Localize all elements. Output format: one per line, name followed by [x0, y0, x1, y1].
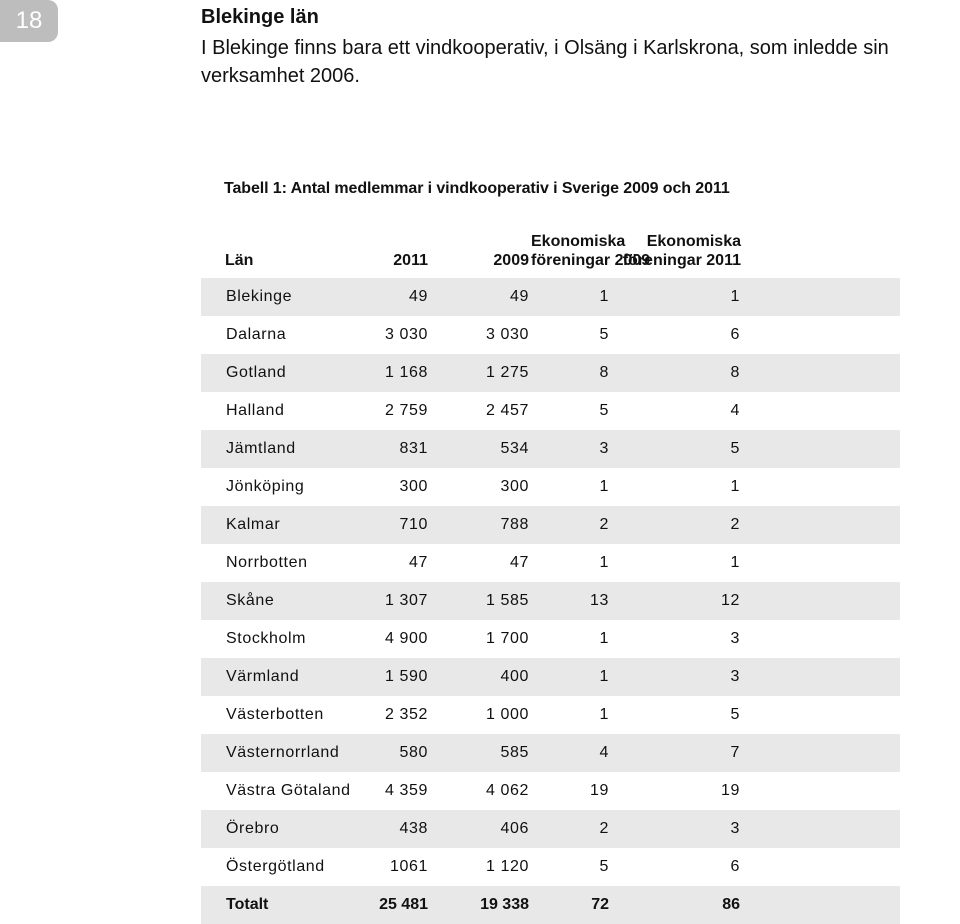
cell-2009: 49 — [431, 278, 531, 316]
cell-spacer — [741, 468, 900, 506]
cell-2009: 1 700 — [485, 630, 529, 647]
cell-2011: 580 — [356, 734, 431, 772]
table-row — [201, 278, 900, 316]
cell-ek-2011: 6 — [730, 326, 740, 343]
column-header-2009: 2009 — [493, 252, 529, 269]
table-caption: Tabell 1: Antal medlemmar i vindkooperativ i Sverige 2009 och 2011 — [224, 180, 730, 197]
cell-2011: 1 168 — [356, 354, 431, 392]
cell-2011: 3 030 — [384, 326, 428, 343]
table-row — [201, 582, 900, 620]
cell-ek-2009: 8 — [531, 354, 616, 392]
cell-lan: Västra Götaland — [226, 782, 351, 799]
cell-lan: Västernorrland — [201, 734, 356, 772]
table-row — [201, 620, 900, 658]
cell-ek-2011: 4 — [730, 402, 740, 419]
cell-2009: 585 — [431, 734, 531, 772]
cell-ek-2009: 72 — [531, 886, 616, 924]
table-row — [201, 734, 900, 772]
column-header-lan: Län — [225, 252, 254, 269]
table-row — [201, 696, 900, 734]
cell-ek-2011: 8 — [616, 354, 741, 392]
cell-2011: 47 — [409, 554, 428, 571]
members-table — [201, 214, 900, 924]
cell-lan: Värmland — [201, 658, 356, 696]
cell-spacer — [741, 696, 900, 734]
cell-2009: 788 — [431, 506, 531, 544]
cell-ek-2011: 5 — [616, 430, 741, 468]
cell-lan: Östergötland — [226, 858, 325, 875]
cell-lan: Dalarna — [226, 326, 287, 343]
cell-spacer — [741, 316, 900, 354]
cell-ek-2011: 19 — [721, 782, 740, 799]
cell-ek-2009: 3 — [531, 430, 616, 468]
column-header-ek-2009-line1: Ekonomiska — [531, 233, 626, 250]
cell-2009: 1 000 — [485, 706, 529, 723]
column-header-2011: 2011 — [393, 252, 428, 269]
cell-spacer — [741, 620, 900, 658]
cell-2009: 400 — [431, 658, 531, 696]
cell-ek-2011: 3 — [616, 810, 741, 848]
cell-2009: 2 457 — [485, 402, 529, 419]
cell-lan: Gotland — [201, 354, 356, 392]
cell-ek-2009: 5 — [599, 402, 609, 419]
column-header-ek-foreningar-2009 — [531, 214, 651, 278]
cell-2011: 2 352 — [384, 706, 428, 723]
cell-2009: 19 338 — [431, 886, 531, 924]
cell-spacer — [741, 582, 900, 620]
cell-lan: Västerbotten — [226, 706, 324, 723]
cell-ek-2009: 1 — [531, 278, 616, 316]
cell-ek-2009: 5 — [599, 858, 609, 875]
cell-lan: Jönköping — [226, 478, 305, 495]
cell-spacer — [741, 392, 900, 430]
cell-2011: 1 307 — [356, 582, 431, 620]
cell-ek-2009: 19 — [590, 782, 609, 799]
cell-2009: 534 — [431, 430, 531, 468]
cell-2011: 49 — [356, 278, 431, 316]
cell-ek-2011: 7 — [616, 734, 741, 772]
cell-lan: Blekinge — [201, 278, 356, 316]
column-header-ek-2011-line1: Ekonomiska — [646, 233, 741, 250]
cell-spacer — [741, 506, 900, 544]
cell-2009: 300 — [500, 478, 529, 495]
cell-spacer — [741, 278, 900, 316]
cell-lan: Norrbotten — [226, 554, 308, 571]
cell-spacer — [741, 848, 900, 886]
table-row — [201, 810, 900, 848]
table-row — [201, 392, 900, 430]
table-row — [201, 658, 900, 696]
table-row — [201, 354, 900, 392]
table-body — [201, 278, 900, 924]
cell-spacer — [741, 772, 900, 810]
cell-lan: Örebro — [201, 810, 356, 848]
table-row — [201, 772, 900, 810]
cell-spacer — [741, 544, 900, 582]
intro-paragraph: I Blekinge finns bara ett vindkooperativ, i Olsäng i Karlskrona, som inledde sin verksamhet 2006. — [201, 37, 889, 87]
cell-ek-2011: 1 — [730, 554, 740, 571]
cell-lan: Stockholm — [226, 630, 307, 647]
cell-ek-2011: 1 — [616, 278, 741, 316]
cell-lan: Jämtland — [201, 430, 356, 468]
cell-ek-2009: 1 — [531, 658, 616, 696]
cell-ek-2011: 3 — [616, 658, 741, 696]
cell-2009: 1 120 — [485, 858, 529, 875]
cell-2011: 831 — [356, 430, 431, 468]
table-row — [201, 316, 900, 354]
cell-2011: 4 359 — [384, 782, 428, 799]
cell-ek-2009: 1 — [599, 706, 609, 723]
cell-2011: 4 900 — [384, 630, 428, 647]
cell-spacer — [741, 734, 900, 772]
cell-ek-2009: 13 — [531, 582, 616, 620]
cell-ek-2009: 2 — [531, 506, 616, 544]
cell-ek-2009: 1 — [599, 630, 609, 647]
table-row — [201, 544, 900, 582]
cell-lan: Kalmar — [201, 506, 356, 544]
cell-2011: 1061 — [390, 858, 428, 875]
cell-ek-2009: 1 — [599, 478, 609, 495]
page-number-badge: 18 — [0, 0, 58, 42]
cell-spacer — [741, 810, 900, 848]
cell-2009: 4 062 — [485, 782, 529, 799]
table-header-row — [201, 214, 900, 278]
column-header-spacer — [741, 214, 900, 278]
cell-lan: Halland — [226, 402, 285, 419]
cell-2011: 438 — [356, 810, 431, 848]
cell-2011: 300 — [399, 478, 428, 495]
cell-spacer — [741, 658, 900, 696]
section-heading: Blekinge län — [201, 6, 319, 28]
cell-2011: 710 — [356, 506, 431, 544]
cell-ek-2011: 86 — [616, 886, 741, 924]
cell-2011: 1 590 — [356, 658, 431, 696]
cell-2009: 1 275 — [431, 354, 531, 392]
cell-ek-2011: 3 — [730, 630, 740, 647]
cell-ek-2009: 2 — [531, 810, 616, 848]
cell-ek-2011: 1 — [730, 478, 740, 495]
cell-ek-2011: 6 — [730, 858, 740, 875]
table-row — [201, 468, 900, 506]
table-row — [201, 430, 900, 468]
cell-lan: Skåne — [201, 582, 356, 620]
cell-spacer — [741, 430, 900, 468]
cell-2011: 25 481 — [356, 886, 431, 924]
cell-ek-2011: 2 — [616, 506, 741, 544]
cell-2009: 1 585 — [431, 582, 531, 620]
cell-spacer — [741, 354, 900, 392]
column-header-ek-2009-line2: föreningar 2009 — [531, 252, 651, 269]
cell-ek-2009: 5 — [599, 326, 609, 343]
cell-2009: 3 030 — [485, 326, 529, 343]
cell-2009: 47 — [510, 554, 529, 571]
table-total-row — [201, 886, 900, 924]
cell-2011: 2 759 — [384, 402, 428, 419]
cell-ek-2009: 4 — [531, 734, 616, 772]
cell-ek-2009: 1 — [599, 554, 609, 571]
column-header-ek-2011-line2: föreningar 2011 — [622, 252, 741, 269]
cell-lan: Totalt — [201, 886, 356, 924]
table-row — [201, 506, 900, 544]
cell-ek-2011: 5 — [730, 706, 740, 723]
cell-2009: 406 — [431, 810, 531, 848]
table-row — [201, 848, 900, 886]
cell-spacer — [741, 886, 900, 924]
cell-ek-2011: 12 — [616, 582, 741, 620]
